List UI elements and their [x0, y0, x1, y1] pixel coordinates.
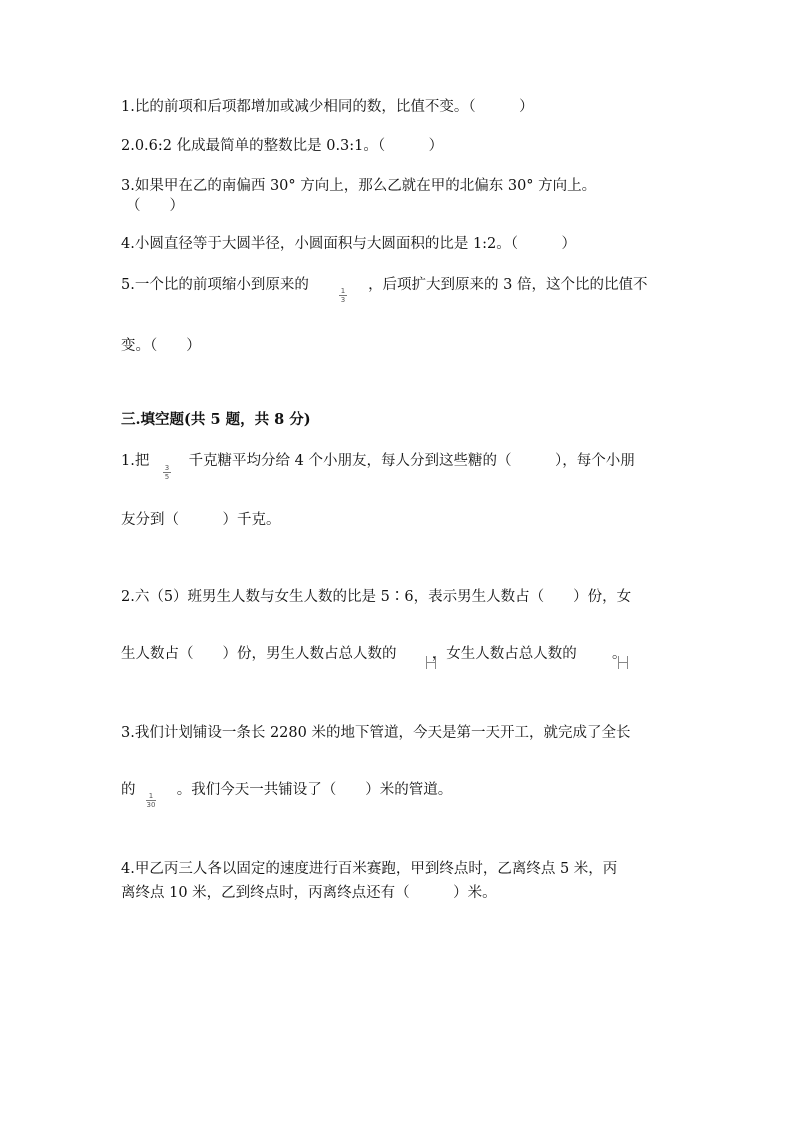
fraction-one-thirtieth [146, 792, 156, 809]
blank-fraction-1 [426, 656, 435, 674]
fill-question-2-text-a: 生人数占（ ）份，男生人数占总人数的 [121, 646, 397, 662]
fraction-denominator: 3 [340, 296, 346, 304]
fraction-numerator: 1 [340, 287, 346, 295]
fill-question-4-line1: 4.甲乙丙三人各以固定的速度进行百米赛跑，甲到终点时，乙离终点 5 米，丙 [121, 861, 618, 877]
fill-question-1-text-b: 千克糖平均分给 4 个小朋友，每人分到这些糖的（ ），每个小朋 [188, 453, 635, 469]
fill-question-1-line2: 友分到（ ）千克。 [121, 512, 281, 528]
fraction-denominator: 30 [146, 801, 156, 809]
judge-question-2: 2.0.6:2 化成最简单的整数比是 0.3:1。（ ） [121, 138, 444, 154]
judge-question-3-line2: （ ） [126, 198, 184, 214]
blank-fraction-2 [618, 656, 627, 674]
fill-question-3-text-b: 。我们今天一共铺设了（ ）米的管道。 [176, 782, 453, 798]
judge-question-5-text-b: ，后项扩大到原来的 3 倍，这个比的比值不 [368, 277, 648, 293]
judge-question-4: 4.小圆直径等于大圆半径，小圆面积与大圆面积的比是 1:2。（ ） [121, 236, 577, 252]
fill-question-1-line1 [121, 451, 635, 471]
fill-question-3-line1: 3.我们计划铺设一条长 2280 米的地下管道，今天是第一天开工，就完成了全长 [121, 725, 631, 741]
fill-question-3-text-a: 的 [121, 782, 136, 798]
fill-question-4-line2: 离终点 10 米，乙到终点时，丙离终点还有（ ）米。 [121, 885, 497, 901]
fraction-numerator: 3 [164, 464, 170, 472]
fraction-three-fifths [163, 464, 171, 481]
fill-question-2-text-b: ，女生人数占总人数的 [431, 646, 577, 662]
fill-question-2-line2 [121, 644, 626, 664]
fraction-one-third [339, 287, 347, 304]
fill-question-2-text-c: 。 [611, 646, 627, 662]
judge-question-5-text-a: 5.一个比的前项缩小到原来的 [121, 277, 309, 293]
fill-question-2-line1: 2.六（5）班男生人数与女生人数的比是 5∶6，表示男生人数占（ ）份，女 [121, 589, 632, 605]
fraction-denominator: 5 [164, 473, 170, 481]
fill-question-1-text-a: 1.把 [121, 453, 150, 469]
judge-question-1: 1.比的前项和后项都增加或减少相同的数，比值不变。（ ） [121, 99, 534, 115]
judge-question-5-line1 [121, 275, 648, 295]
judge-question-5-line2: 变。（ ） [121, 338, 201, 354]
section-title: 三.填空题(共 5 题，共 8 分) [121, 411, 311, 428]
fraction-numerator: 1 [148, 792, 154, 800]
fill-question-3-line2 [121, 780, 452, 800]
judge-question-3-line1: 3.如果甲在乙的南偏西 30° 方向上，那么乙就在甲的北偏东 30° 方向上。 [121, 178, 597, 194]
